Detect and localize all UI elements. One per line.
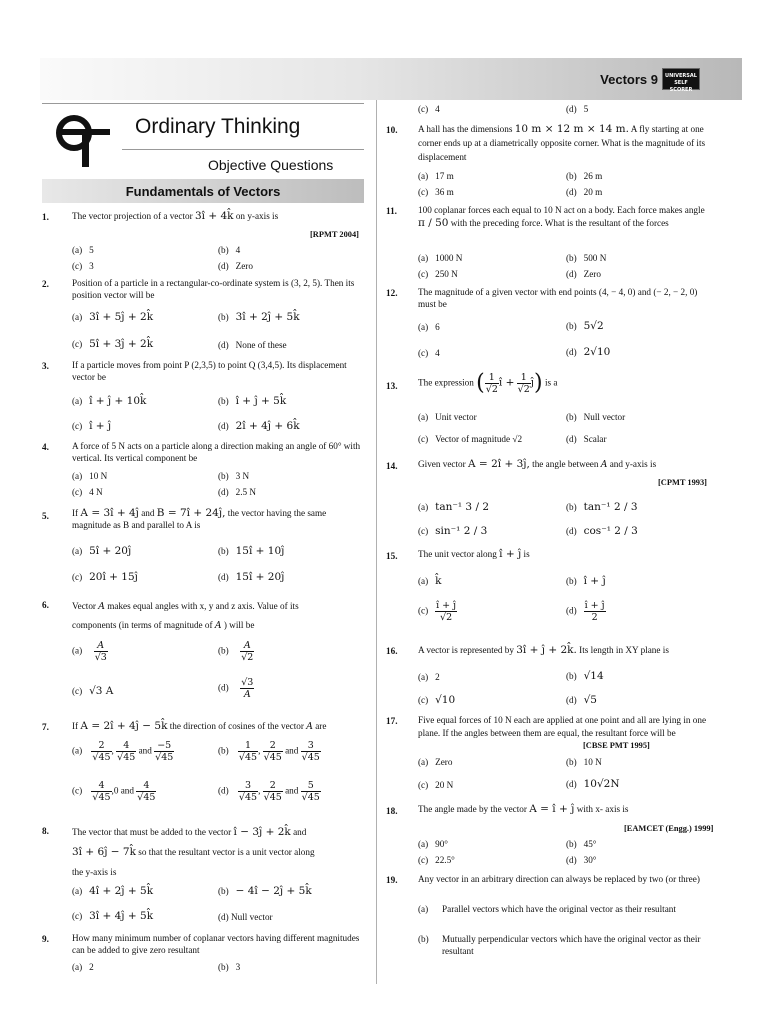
question-text: Position of a particle in a rectangular-co-ordinate system is (3, 2, 5). Then its position vector will be	[72, 278, 355, 300]
q3-option-d: 2î + 4ĵ + 6k̂	[235, 420, 300, 432]
question-number: 6.	[42, 600, 49, 610]
q7b-frac2-num: 2	[263, 740, 283, 752]
source-tag: [CBSE PMT 1995]	[583, 741, 650, 750]
q6-vector: A	[98, 601, 105, 612]
page-title: Ordinary Thinking	[135, 115, 301, 138]
q7a-frac3-den: √45	[155, 752, 174, 763]
option-a: (a) Unit vector	[418, 412, 477, 422]
option-a: (a) 10 N	[72, 471, 108, 481]
q14-math: A = 2î + 3ĵ,	[468, 458, 530, 470]
option-d: (d) 10√2N	[566, 778, 620, 790]
q2-option-a: 3î + 5ĵ + 2k̂	[89, 311, 154, 323]
q16-text-post: Its length in XY plane is	[579, 645, 669, 655]
option-c: (c) 3î + 4ĵ + 5k̂	[72, 910, 154, 922]
question-number: 15.	[386, 551, 398, 561]
q13-i-hat: î +	[498, 376, 515, 389]
option-d: (d) Null vector	[218, 912, 273, 922]
section-title: Fundamentals of Vectors	[125, 184, 281, 199]
q3-option-a: î + ĵ + 10k̂	[89, 395, 147, 407]
q7-text-pre: If	[72, 721, 79, 731]
q18-option-c: 22.5°	[435, 855, 455, 865]
question-text	[72, 597, 364, 635]
option-d: (d) $\frac{√3}{A}$	[218, 677, 254, 700]
q1-option-b: 4	[235, 245, 241, 255]
q6-option-d-den: A	[243, 689, 251, 700]
q4-option-b: 3 N	[235, 471, 250, 481]
q10-option-b: 26 m	[583, 171, 603, 181]
q9-option-c: 4	[435, 104, 440, 114]
q19-option-a-marker: (a)	[418, 904, 429, 914]
question-text: A force of 5 N acts on a particle along a direction making an angle of 60° with vertical. Its vertical component be	[72, 441, 361, 463]
q5-text-line2: magnitude as B and parallel to A is	[72, 520, 201, 530]
q13-j-hat: ĵ	[530, 376, 535, 389]
q17-option-b: 10 N	[583, 757, 602, 767]
q11-option-b: 500 N	[583, 253, 607, 263]
q10-math: 10 m × 12 m × 14 m.	[514, 123, 629, 135]
option-c: (c) î + ĵ	[72, 420, 112, 432]
option-b: (b) î + ĵ	[566, 575, 606, 587]
option-d: (d) 20 m	[566, 187, 603, 197]
option-b: (b) − 4î − 2ĵ + 5k̂	[218, 885, 312, 897]
q13-text-post: is a	[544, 377, 558, 388]
q5-math-a: A = 3î + 4ĵ	[80, 507, 139, 519]
option-a: (a) 3î + 5ĵ + 2k̂	[72, 311, 154, 323]
question-text	[418, 548, 710, 560]
q13-frac2-num: 1	[517, 372, 531, 384]
option-c: (c) 5î + 3ĵ + 2k̂	[72, 338, 154, 350]
q7c-frac1-den: √45	[92, 792, 111, 803]
q1-text-pre: The vector projection of a vector	[72, 211, 193, 221]
q15-option-d-num: î + ĵ	[584, 600, 605, 611]
option-b: (b) 3 N	[218, 471, 250, 481]
option-c: (c) 4	[418, 104, 440, 114]
option-b: (b) 500 N	[566, 253, 607, 263]
option-b: (b) î + ĵ + 5k̂	[218, 395, 287, 407]
q5-option-c: 20î + 15ĵ	[89, 571, 138, 583]
q11-option-c: 250 N	[435, 269, 458, 279]
q7d-frac1-num: 3	[238, 780, 258, 792]
option-c: (c) $\frac{4}{√45}$ ,0 and $\frac{4}{√45}$	[72, 780, 156, 803]
section-header	[42, 103, 364, 203]
q15-option-b: î + ĵ	[583, 575, 606, 587]
option-a: (a) 90°	[418, 839, 448, 849]
q7-vector: A	[306, 721, 313, 732]
q6-option-c: √3 A	[89, 685, 114, 697]
q11-text-post: with the preceding force. What is the resultant of the forces	[450, 218, 669, 228]
option-b: (b) Null vector	[566, 412, 626, 422]
option-c: (c) 4 N	[72, 487, 103, 497]
question-text	[72, 507, 364, 531]
option-d: (d) √5	[566, 694, 597, 706]
option-d: (d) 15î + 20ĵ	[218, 571, 285, 583]
option-c: (c) 250 N	[418, 269, 458, 279]
q8-option-c: 3î + 4ĵ + 5k̂	[89, 910, 154, 922]
q19-option-b: Mutually perpendicular vectors which have the original vector as their resultant	[442, 934, 701, 956]
question-text: How many minimum number of coplanar vectors having different magnitudes can be added to give zero resultant	[72, 933, 360, 955]
option-c: (c) 36 m	[418, 187, 454, 197]
q16-option-d: √5	[583, 694, 597, 706]
q7-text-post: the direction of cosines of the vector	[169, 721, 304, 731]
q5-option-a: 5î + 20ĵ	[89, 545, 132, 557]
question-text: Any vector in an arbitrary direction can always be replaced by two (or three)	[418, 874, 700, 884]
question-text	[72, 210, 362, 222]
q7b-frac1-den: √45	[238, 752, 258, 763]
q8-math-b: 3î + 6ĵ − 7k̂	[72, 846, 136, 858]
q7b-and: and	[285, 745, 299, 756]
q17-option-c: 20 N	[435, 780, 454, 790]
q7c-frac1-num: 4	[91, 780, 111, 792]
question-number: 19.	[386, 875, 398, 885]
option-d: (d) $\frac{î + ĵ}{2}$	[566, 600, 605, 623]
q7c-mid: ,0 and	[111, 785, 134, 796]
q6-option-b-den: √2	[241, 652, 254, 663]
question-text: If a particle moves from point P (2,3,5) to point Q (3,4,5). Its displacement vector be	[72, 360, 347, 382]
option-d: (d) 5	[566, 104, 589, 114]
q7d-frac2-num: 2	[263, 780, 283, 792]
q7a-frac2-num: 4	[116, 740, 136, 752]
option-c: (c) 20 N	[418, 780, 454, 790]
q16-math: 3î + ĵ + 2k̂.	[516, 644, 577, 656]
q10-option-d: 20 m	[583, 187, 603, 197]
q7a-and: and	[138, 745, 152, 756]
q13-option-c: Vector of magnitude √2	[435, 434, 523, 444]
q13-option-a: Unit vector	[435, 412, 477, 422]
option-d: (d) $\frac{3}{√45}$ , $\frac{2}{√45}$ and $\frac{5}{√45}$	[218, 780, 320, 803]
q8-option-a: 4î + 2ĵ + 5k̂	[89, 885, 154, 897]
q3-option-c: î + ĵ	[89, 420, 112, 432]
q1-text-post: on y-axis is	[235, 211, 279, 221]
option-b: (b) 45°	[566, 839, 597, 849]
q7d-frac3-num: 5	[301, 780, 321, 792]
logo-line-2: SELF SCORER	[669, 80, 693, 93]
q19-option-a: Parallel vectors which have the original vector as their resultant	[442, 904, 676, 914]
q7-math: A = 2î + 4ĵ − 5k̂	[80, 720, 168, 732]
option-c: (c) $\frac{î + ĵ}{√2}$	[418, 600, 457, 623]
q13-open-paren: (	[476, 370, 485, 396]
option-a: (a) 1000 N	[418, 253, 463, 263]
question-number: 18.	[386, 806, 398, 816]
q12-option-c: 4	[435, 348, 440, 358]
option-b: (b) 15î + 10ĵ	[218, 545, 285, 557]
option-b: (b) tan⁻¹ 2 / 3	[566, 501, 638, 513]
q14-option-b: tan⁻¹ 2 / 3	[583, 501, 638, 513]
q10-text-pre: A hall has the dimensions	[418, 124, 513, 134]
q7a-frac3-num: −5	[154, 740, 174, 752]
q5-text-pre: If	[72, 508, 79, 518]
option-c: (c) 4	[418, 348, 440, 358]
q4-option-c: 4 N	[89, 487, 103, 497]
q14-text-mid: the angle between	[532, 459, 599, 469]
q18-option-a: 90°	[435, 839, 448, 849]
option-d: (d) 30°	[566, 855, 597, 865]
option-a	[418, 903, 710, 915]
option-b: (b) $\frac{A}{√2}$	[218, 640, 254, 663]
option-b: (b) $\frac{1}{√45}$ , $\frac{2}{√45}$ and $\frac{3}{√45}$	[218, 740, 320, 763]
option-b: (b) 4	[218, 245, 241, 255]
question-text: Five equal forces of 10 N each are applied at one point and all are lying in one plane. If the angles between them are equal, the resultant force will be	[418, 715, 707, 738]
option-d: (d) cos⁻¹ 2 / 3	[566, 525, 638, 537]
option-a: (a) 4î + 2ĵ + 5k̂	[72, 885, 154, 897]
q14-text-post: and y-axis is	[609, 459, 657, 469]
q7-text-end: are	[315, 721, 327, 731]
q19-option-b-marker: (b)	[418, 934, 429, 944]
q17-option-d: 10√2N	[583, 778, 620, 790]
option-d: (d) Scalar	[566, 434, 607, 444]
q13-text-pre: The expression	[418, 377, 474, 388]
q18-option-d: 30°	[583, 855, 597, 865]
logo-line-1: UNIVERSAL	[665, 73, 697, 79]
q13-frac1-num: 1	[485, 372, 499, 384]
q3-option-b: î + ĵ + 5k̂	[235, 395, 287, 407]
question-number: 10.	[386, 125, 398, 135]
q7b-frac3-num: 3	[301, 740, 321, 752]
q10-option-a: 17 m	[435, 171, 454, 181]
question-number: 14.	[386, 461, 398, 471]
q12-option-a: 6	[435, 322, 440, 332]
option-a: (a) 6	[418, 322, 440, 332]
option-a: (a) 5î + 20ĵ	[72, 545, 132, 557]
option-d: (d) Zero	[566, 269, 601, 279]
option-a: (a) î + ĵ + 10k̂	[72, 395, 147, 407]
q11-option-a: 1000 N	[435, 253, 463, 263]
option-d: (d) Zero	[218, 261, 253, 271]
q11-option-d: Zero	[583, 269, 601, 279]
question-number: 17.	[386, 716, 398, 726]
option-b: (b) 26 m	[566, 171, 603, 181]
q14-option-d: cos⁻¹ 2 / 3	[583, 525, 638, 537]
option-a: (a) 2	[418, 672, 440, 682]
header-rule-mid	[122, 149, 364, 150]
q10-text-rest: corner ends up at a diametrically opposite corner. What is the magnitude of its displacement	[418, 138, 706, 162]
q12-option-d: 2√10	[583, 346, 611, 358]
q7a-frac1-den: √45	[92, 752, 111, 763]
q10-option-c: 36 m	[435, 187, 454, 197]
question-number: 8.	[42, 826, 49, 836]
q7c-frac3-num: 4	[136, 780, 156, 792]
option-b	[418, 933, 710, 957]
q2-option-d: None of these	[235, 340, 287, 350]
option-c: (c) √10	[418, 694, 456, 706]
q15-option-a: k̂	[435, 575, 442, 587]
q8-text-post: so that the resultant vector is a unit vector along	[138, 847, 315, 857]
question-number: 3.	[42, 361, 49, 371]
q7c-frac3-den: √45	[137, 792, 156, 803]
q5-option-d: 15î + 20ĵ	[235, 571, 285, 583]
q13-close-paren: )	[534, 370, 543, 396]
question-text	[418, 122, 710, 164]
q6-text-line2-pre: components (in terms of magnitude of	[72, 620, 213, 630]
question-text	[418, 204, 710, 230]
q7a-frac1-num: 2	[91, 740, 111, 752]
option-a: (a) k̂	[418, 575, 442, 587]
q15-option-c-den: √2	[440, 612, 453, 623]
option-c: (c) √3 A	[72, 685, 114, 697]
question-number: 1.	[42, 212, 49, 222]
question-text	[418, 803, 710, 815]
q6-text-pre: Vector	[72, 601, 96, 611]
q18-text-post: with x- axis is	[576, 804, 629, 814]
q4-option-d: 2.5 N	[235, 487, 257, 497]
q6-option-b-num: A	[240, 640, 254, 652]
q6-option-a-num: A	[94, 640, 108, 652]
option-a: (a) $\frac{A}{√3}$	[72, 640, 107, 663]
option-d: (d) None of these	[218, 340, 287, 350]
q13-option-b: Null vector	[583, 412, 626, 422]
question-text	[72, 822, 364, 882]
option-c: (c) 22.5°	[418, 855, 455, 865]
header-rule-top	[42, 103, 364, 104]
q8-math-a: î − 3ĵ + 2k̂	[233, 826, 291, 838]
q17-option-a: Zero	[435, 757, 453, 767]
q7d-frac2-den: √45	[263, 792, 282, 803]
q15-option-d-den: 2	[591, 612, 598, 623]
q6-option-a-den: √3	[94, 652, 107, 663]
question-number: 2.	[42, 279, 49, 289]
q2-option-c: 5î + 3ĵ + 2k̂	[89, 338, 154, 350]
option-d: (d) 2.5 N	[218, 487, 257, 497]
q16-option-c: √10	[435, 694, 456, 706]
q8-text-pre: The vector that must be added to the vector	[72, 827, 232, 837]
q11-math: π / 50	[418, 217, 449, 229]
option-c: (c) 3	[72, 261, 94, 271]
q14-option-c: sin⁻¹ 2 / 3	[435, 525, 488, 537]
question-number: 11.	[386, 206, 397, 216]
q12-option-b: 5√2	[583, 320, 604, 332]
q18-text-pre: The angle made by the vector	[418, 804, 527, 814]
q8-text-line3: the y-axis is	[72, 867, 117, 877]
q7d-frac3-den: √45	[301, 792, 320, 803]
column-divider	[376, 100, 377, 984]
q1-math: 3î + 4k̂	[194, 210, 234, 222]
option-c: (c) sin⁻¹ 2 / 3	[418, 525, 488, 537]
question-text	[418, 458, 710, 471]
q8-text-and: and	[293, 827, 307, 837]
option-c: (c) 20î + 15ĵ	[72, 571, 138, 583]
q6-text-post: makes equal angles with x, y and z axis. Value of its	[107, 601, 299, 611]
q9-option-a: 2	[89, 962, 94, 972]
q11-text-pre: 100 coplanar forces each equal to 10 N act on a body. Each force makes angle	[418, 205, 705, 215]
q1-option-d: Zero	[235, 261, 253, 271]
question-number: 5.	[42, 511, 49, 521]
option-c: (c) Vector of magnitude √2	[418, 434, 523, 444]
q13-frac2-den: √2	[517, 384, 530, 395]
q7d-and: and	[285, 785, 299, 796]
q5-text-mid: and	[141, 508, 155, 518]
option-b: (b) 3î + 2ĵ + 5k̂	[218, 311, 300, 323]
option-a: (a) 2	[72, 962, 94, 972]
question-text	[418, 644, 710, 656]
q15-text-post: is	[523, 549, 530, 559]
question-text	[72, 720, 364, 733]
q7b-frac3-den: √45	[301, 752, 320, 763]
question-text	[418, 372, 710, 395]
q16-text-pre: A vector is represented by	[418, 645, 514, 655]
q5-math-b: B = 7î + 24ĵ,	[156, 507, 226, 519]
option-a: (a) Zero	[418, 757, 453, 767]
q1-option-a: 5	[89, 245, 94, 255]
chapter-title: Vectors 9	[600, 72, 658, 87]
q9-option-d: 5	[583, 104, 589, 114]
q7b-frac2-den: √45	[263, 752, 282, 763]
q15-option-c-num: î + ĵ	[436, 600, 457, 611]
option-b: (b) √14	[566, 670, 604, 682]
q6-vector-ref: A	[214, 620, 222, 631]
option-d: (d) 2√10	[566, 346, 611, 358]
option-a: (a) $\frac{2}{√45}$ , $\frac{4}{√45}$ and $\frac{-5}{√45}$	[72, 740, 174, 763]
q4-option-a: 10 N	[89, 471, 108, 481]
q14-option-a: tan⁻¹ 3 / 2	[435, 501, 489, 513]
question-number: 9.	[42, 934, 49, 944]
q5-text-post: the vector having the same	[227, 508, 327, 518]
q1-option-c: 3	[89, 261, 94, 271]
q7d-frac1-den: √45	[238, 792, 258, 803]
q14-text-pre: Given vector	[418, 459, 466, 469]
q9-option-b: 3	[235, 962, 241, 972]
q10-text-post: A fly starting at one	[630, 124, 704, 134]
q5-option-b: 15î + 10ĵ	[235, 545, 285, 557]
source-tag: [CPMT 1993]	[658, 478, 707, 487]
option-a: (a) tan⁻¹ 3 / 2	[418, 501, 489, 513]
universal-self-scorer-logo	[662, 68, 700, 93]
question-number: 7.	[42, 722, 49, 732]
source-tag: [EAMCET (Engg.) 1999]	[624, 824, 714, 833]
q2-option-b: 3î + 2ĵ + 5k̂	[235, 311, 300, 323]
option-b: (b) 5√2	[566, 320, 604, 332]
question-number: 12.	[386, 288, 398, 298]
page-subtitle: Objective Questions	[208, 157, 334, 173]
q15-math: î + ĵ	[499, 548, 522, 560]
q7b-frac1-num: 1	[238, 740, 258, 752]
q8-option-b: − 4î − 2ĵ + 5k̂	[235, 885, 312, 897]
q13-option-d: Scalar	[583, 434, 607, 444]
source-tag: [RPMT 2004]	[310, 230, 359, 239]
q7a-frac2-den: √45	[117, 752, 136, 763]
q8-option-d: Null vector	[231, 912, 273, 922]
q18-option-b: 45°	[583, 839, 597, 849]
q6-text-line2-post: ) will be	[223, 620, 255, 630]
ot-logo-icon	[52, 111, 112, 167]
option-b: (b) 3	[218, 962, 241, 972]
option-d: (d) 2î + 4ĵ + 6k̂	[218, 420, 300, 432]
option-a: (a) 5	[72, 245, 94, 255]
question-number: 4.	[42, 442, 49, 452]
option-a: (a) 17 m	[418, 171, 454, 181]
q16-option-b: √14	[583, 670, 604, 682]
q14-vector: A	[600, 459, 608, 470]
q6-option-d-num: √3	[241, 677, 254, 688]
q13-frac1-den: √2	[485, 384, 498, 395]
q16-option-a: 2	[435, 672, 440, 682]
option-b: (b) 10 N	[566, 757, 602, 767]
question-number: 16.	[386, 646, 398, 656]
question-text: The magnitude of a given vector with end points (4, − 4, 0) and (− 2, − 2, 0) must be	[418, 287, 698, 309]
q15-text-pre: The unit vector along	[418, 549, 497, 559]
question-number: 13.	[386, 381, 398, 391]
q18-math: A = î + ĵ	[529, 803, 575, 815]
